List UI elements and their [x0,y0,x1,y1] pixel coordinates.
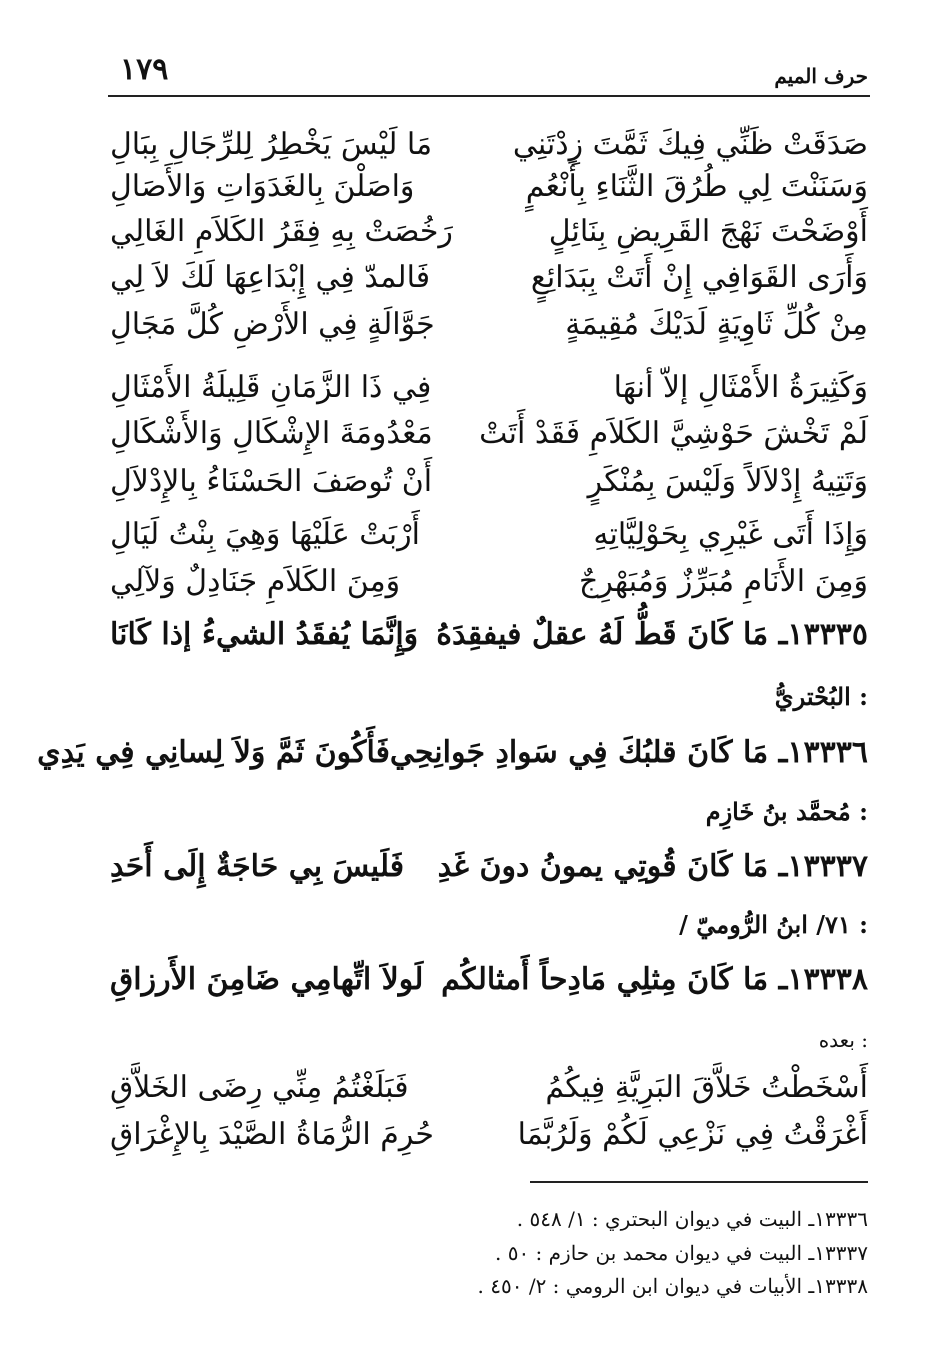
verse-second-hemistich: فَبَلَغْتُمُ مِنِّي رِضَى الخَلاَّقِ [110,1070,409,1105]
verse-first-hemistich: صَدَقَتْ ظَنِّي فِيكَ ثَمَّتَ زِدْتَنِي [512,127,868,162]
verse-second-hemistich: فِي ذَا الزَّمَانِ قَلِيلَةُ الأَمْثَالِ [110,370,432,405]
verse-first-hemistich: أَسْخَطْتُ خَلاَّقَ البَرِيَّةِ فِيكُمُ [545,1070,868,1105]
verse-second-hemistich: فَلَيسَ بِي حَاجَةٌ إِلَى أَحَدِ [110,849,405,884]
verse-line [110,167,868,207]
footnote: ١٣٣٣٧ـ البيت في ديوان محمد بن حازم : ٥٠ . [495,1241,868,1265]
chapter-title: حرف الميم [774,64,868,88]
verse-second-hemistich: أَنْ تُوصَفَ الحَسْنَاءُ بِالإِدْلاَلِ [110,464,433,499]
verse-line [110,515,868,555]
verse-line [110,258,868,298]
verse-second-hemistich: رَخُصَتْ بِهِ فِقَرُ الكَلاَمِ الغَالِي [110,214,453,249]
entry-verse-13336 [37,733,868,773]
verse-line [110,368,868,408]
verse-line [110,414,868,454]
verse-first-hemistich: وَمِنَ الأَنَامِ مُبَرِّزٌ وَمُبَهْرِجٌ [578,564,868,599]
verse-line [110,462,868,502]
verse-first-hemistich: وَتَتِيهُ إِدْلاَلاً وَلَيْسَ بِمُنْكَرٍ [587,464,868,499]
footnote-rule [530,1181,868,1183]
entry-verse-13338 [110,960,868,1000]
verse-second-hemistich: فَأَكُونَ ثَمَّ وَلاَ لِسانِي فِي يَدِي [37,735,390,770]
poet-name: البُحْتريُّ : [774,682,868,711]
verse-second-hemistich: مَعْدُومَةَ الإِشْكَالِ وَالأَشْكَالِ [110,416,433,451]
verse-second-hemistich: فَالمدّ فِي إِبْدَاعِهَا لَكَ لاَ لِي [110,260,431,295]
page-number: ١٧٩ [120,52,169,87]
verse-line [110,1068,868,1108]
verse-first-hemistich: وَأَرَى القَوَافِي إِنْ أَتَتْ بِبَدَائِعٍ [530,260,868,295]
verse-line [110,305,868,345]
verse-first-hemistich: مِنْ كُلِّ ثَاوِيَةٍ لَدَيْكَ مُقِيمَةٍ [565,307,868,342]
footnote: ١٣٣٣٨ـ الأبيات في ديوان ابن الرومي : ٢/ ٤٥٠ . [477,1274,868,1298]
verse-first-hemistich: ١٣٣٣٦ـ مَا كَانَ قلبُكَ فِي سَوادِ جَوانِحِي [389,735,868,770]
verse-line [110,1115,868,1155]
verse-first-hemistich: أَغْرَقْتُ فِي نَزْعِي لَكُمْ وَلَرُبَّمَا [517,1117,868,1152]
verse-line [110,125,868,165]
verse-second-hemistich: وَمِنَ الكَلاَمِ جَنَادِلٌ وَلآلِي [110,564,401,599]
verse-first-hemistich: ١٣٣٣٧ـ مَا كَانَ قُوتِي يمونُ دونَ غَدِ [437,849,868,884]
verse-second-hemistich: جَوَّالَةٍ فِي الأَرْضِ كُلَّ مَجَالِ [110,307,435,342]
verse-first-hemistich: لَمْ تَخْشَ حَوْشِيَّ الكَلاَمِ فَقَدْ أَتَتْ [479,416,868,451]
verse-first-hemistich: ١٣٣٣٨ـ مَا كَانَ مِثلِي مَادِحاً أَمثالكُم [441,962,868,997]
entry-verse-13335 [110,615,868,655]
verse-second-hemistich: لَولاَ اتِّهامِي ضَامِنَ الأَرزاقِ [110,962,424,997]
footnote: ١٣٣٣٦ـ البيت في ديوان البحتري : ١/ ٥٤٨ . [516,1207,868,1231]
verse-second-hemistich: وَاصَلْنَ بِالغَدَوَاتِ وَالأَصَالِ [110,169,415,204]
poet-name: مُحمَّد بنُ خَازِم : [705,797,868,826]
verse-first-hemistich: أَوْضَحْتَ نَهْجَ القَرِيضِ بِنَائِلٍ [548,214,868,249]
verse-first-hemistich: وَإِذَا أَتَى غَيْرِي بِحَوْلِيَّاتِهِ [593,517,868,552]
verse-first-hemistich: وَسَنَنْتَ لِي طُرُقَ الثَّنَاءِ بِأَنْعُمٍ [525,169,868,204]
verse-first-hemistich: وَكَثِيرَةُ الأَمْثَالِ إلاّ أنهَا [613,370,868,405]
verse-second-hemistich: وَإِنَّمَا يُفقَدُ الشيءُ إذا كَانَا [110,617,419,652]
verse-line [110,212,868,252]
entry-verse-13337 [110,847,868,887]
verse-line [110,562,868,602]
verse-second-hemistich: مَا لَيْسَ يَخْطِرُ لِلرِّجَالِ بِبَالِ [110,127,433,162]
header-rule [108,95,870,97]
after-label: بعده : [818,1028,868,1052]
poet-name: / ٧١/ ابنُ الرُّوميّ : [679,910,868,939]
verse-first-hemistich: ١٣٣٣٥ـ مَا كَانَ قَطُّ لَهُ عقلٌ فيفقِدَهُ [436,617,868,652]
verse-second-hemistich: أَرْبَتْ عَلَيْهَا وَهِيَ بِنْتُ لَيَالِ [110,517,420,552]
verse-second-hemistich: حُرِمَ الرُّمَاةُ الصَّيْدَ بِالإِغْرَاقِ [110,1117,434,1152]
